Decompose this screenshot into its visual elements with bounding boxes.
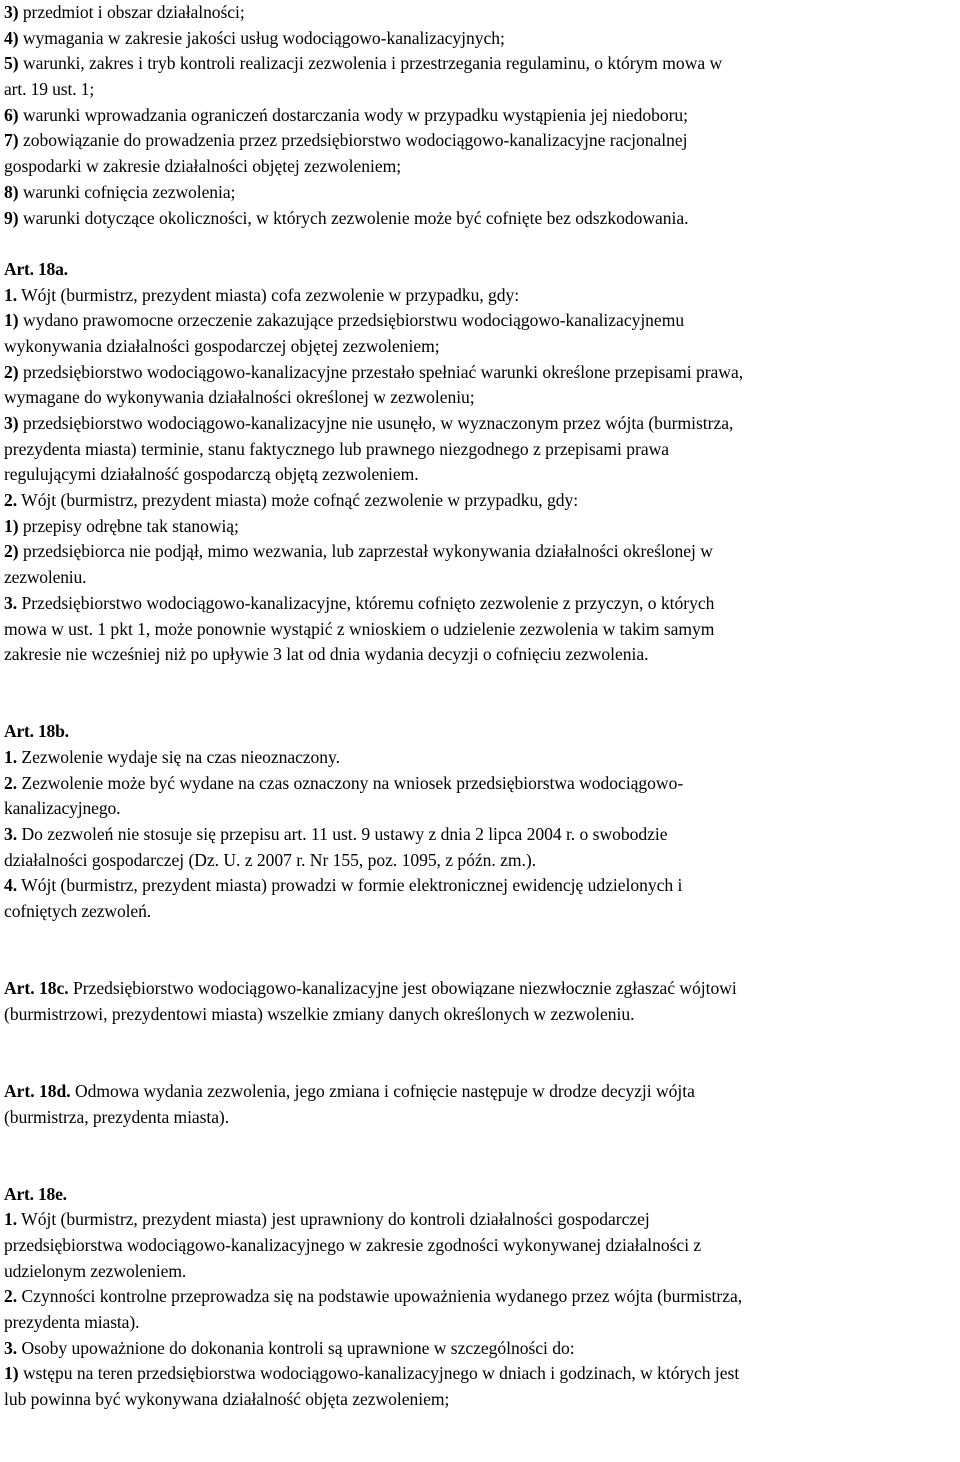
line-text: zezwoleniu. bbox=[4, 567, 87, 588]
text-line bbox=[4, 1387, 956, 1413]
text-line bbox=[4, 51, 956, 77]
blank-line bbox=[4, 1053, 956, 1079]
bold-label: 3) bbox=[4, 2, 19, 22]
line-text: (burmistrzowi, prezydentowi miasta) wszelkie zmiany danych określonych w zezwoleniu. bbox=[4, 1003, 635, 1024]
text-line bbox=[4, 257, 956, 283]
text-line bbox=[4, 334, 956, 360]
bold-label: Art. 18b. bbox=[4, 721, 69, 742]
line-text: wykonywania działalności gospodarczej objętej zezwoleniem; bbox=[4, 335, 440, 356]
text-line bbox=[4, 437, 956, 463]
line-text: wymagania w zakresie jakości usług wodociągowo-kanalizacyjnych; bbox=[18, 27, 505, 48]
text-line bbox=[4, 1079, 956, 1105]
line-text: wymagane do wykonywania działalności określonej w zezwoleniu; bbox=[4, 387, 475, 408]
line-text: Wójt (burmistrz, prezydent miasta) prowadzi w formie elektronicznej ewidencję udzielonych i bbox=[17, 875, 683, 896]
line-text: gospodarki w zakresie działalności objętej zezwoleniem; bbox=[4, 156, 402, 177]
text-line bbox=[4, 488, 956, 514]
line-text: mowa w ust. 1 pkt 1, może ponownie wystąpić z wnioskiem o udzielenie zezwolenia w takim samym bbox=[4, 618, 715, 639]
line-text: Wójt (burmistrz, prezydent miasta) cofa zezwolenie w przypadku, gdy: bbox=[17, 284, 520, 305]
bold-label: 7) bbox=[4, 130, 19, 151]
text-line bbox=[4, 411, 956, 437]
line-text: (burmistrza, prezydenta miasta). bbox=[4, 1106, 230, 1127]
bold-label: 3. bbox=[4, 592, 18, 613]
bold-label: 2. bbox=[4, 772, 18, 793]
bold-label: 3. bbox=[4, 824, 18, 844]
text-line bbox=[4, 385, 956, 411]
line-text: przedmiot i obszar działalności; bbox=[18, 2, 245, 22]
text-line bbox=[4, 899, 956, 925]
line-text: Czynności kontrolne przeprowadza się na podstawie upoważnienia wydanego przez wójta (burmistrza, bbox=[17, 1286, 743, 1307]
text-line bbox=[4, 1002, 956, 1028]
line-text: Wójt (burmistrz, prezydent miasta) jest uprawniony do kontroli działalności gospodarczej bbox=[17, 1209, 650, 1230]
line-text: działalności gospodarczej (Dz. U. z 2007 r. Nr 155, poz. 1095, z późn. zm.). bbox=[4, 849, 537, 870]
document-page bbox=[4, 0, 956, 1413]
bold-label: 9) bbox=[4, 207, 19, 228]
text-line bbox=[4, 976, 956, 1002]
text-line bbox=[4, 873, 956, 899]
bold-label: 4) bbox=[4, 27, 19, 48]
text-line bbox=[4, 1284, 956, 1310]
bold-label: 2) bbox=[4, 541, 19, 562]
bold-label: Art. 18c. bbox=[4, 978, 69, 999]
text-line bbox=[4, 1233, 956, 1259]
bold-label: 1) bbox=[4, 1363, 19, 1384]
line-text: Do zezwoleń nie stosuje się przepisu art. 11 ust. 9 ustawy z dnia 2 lipca 2004 r. o swobodzie bbox=[17, 824, 668, 844]
line-text: Wójt (burmistrz, prezydent miasta) może cofnąć zezwolenie w przypadku, gdy: bbox=[17, 490, 579, 511]
text-line bbox=[4, 1336, 956, 1362]
bold-label: 4. bbox=[4, 875, 18, 896]
text-line bbox=[4, 771, 956, 797]
line-text: prezydenta miasta) terminie, stanu faktycznego lub prawnego niezgodnego z przepisami prawa bbox=[4, 438, 670, 459]
text-line bbox=[4, 822, 956, 848]
line-text: kanalizacyjnego. bbox=[4, 798, 121, 819]
line-text: Osoby upoważnione do dokonania kontroli są uprawnione w szczególności do: bbox=[17, 1337, 575, 1358]
blank-line bbox=[4, 925, 956, 951]
bold-label: 2. bbox=[4, 1286, 18, 1307]
line-text: warunki cofnięcia zezwolenia; bbox=[18, 181, 236, 202]
text-line bbox=[4, 360, 956, 386]
line-text: Odmowa wydania zezwolenia, jego zmiana i cofnięcie następuje w drodze decyzji wójta bbox=[70, 1080, 695, 1101]
text-line bbox=[4, 180, 956, 206]
line-text: art. 19 ust. 1; bbox=[4, 79, 95, 100]
bold-label: 1. bbox=[4, 746, 18, 767]
text-line bbox=[4, 1310, 956, 1336]
line-text: Przedsiębiorstwo wodociągowo-kanalizacyjne, któremu cofnięto zezwolenie z przyczyn, o których bbox=[17, 592, 715, 613]
line-text: przedsiębiorstwo wodociągowo-kanalizacyjne nie usunęło, w wyznaczonym przez wójta (burmistrza, bbox=[18, 413, 734, 433]
text-line bbox=[4, 77, 956, 103]
text-line bbox=[4, 1105, 956, 1131]
line-text: warunki, zakres i tryb kontroli realizacji zezwolenia i przestrzegania regulaminu, o którym mowa w bbox=[18, 53, 723, 74]
bold-label: 1) bbox=[4, 515, 19, 536]
text-line bbox=[4, 308, 956, 334]
bold-label: Art. 18e. bbox=[4, 1183, 67, 1204]
blank-line bbox=[4, 694, 956, 720]
line-text: zobowiązanie do prowadzenia przez przedsiębiorstwo wodociągowo-kanalizacyjne racjonalnej bbox=[18, 130, 688, 151]
bold-label: 1. bbox=[4, 1209, 18, 1230]
bold-label: 1) bbox=[4, 310, 19, 331]
text-line bbox=[4, 206, 956, 232]
line-text: lub powinna być wykonywana działalność objęta zezwoleniem; bbox=[4, 1389, 450, 1410]
blank-line bbox=[4, 950, 956, 976]
text-line bbox=[4, 128, 956, 154]
line-text: warunki wprowadzania ograniczeń dostarczania wody w przypadku wystąpienia jej niedoboru; bbox=[18, 104, 689, 125]
text-line bbox=[4, 514, 956, 540]
bold-label: 6) bbox=[4, 104, 19, 125]
blank-line bbox=[4, 1130, 956, 1156]
line-text: przepisy odrębne tak stanowią; bbox=[18, 515, 239, 536]
bold-label: 3) bbox=[4, 413, 19, 433]
text-line bbox=[4, 745, 956, 771]
text-line bbox=[4, 1259, 956, 1285]
bold-label: 1. bbox=[4, 284, 18, 305]
line-text: cofniętych zezwoleń. bbox=[4, 901, 152, 922]
line-text: zakresie nie wcześniej niż po upływie 3 lat od dnia wydania decyzji o cofnięciu zezwolenia. bbox=[4, 644, 649, 665]
text-line bbox=[4, 462, 956, 488]
blank-line bbox=[4, 1156, 956, 1182]
text-line bbox=[4, 591, 956, 617]
text-line bbox=[4, 1207, 956, 1233]
line-text: wydano prawomocne orzeczenie zakazujące przedsiębiorstwu wodociągowo-kanalizacyjnemu bbox=[18, 310, 685, 331]
text-line bbox=[4, 103, 956, 129]
text-line bbox=[4, 565, 956, 591]
line-text: przedsiębiorca nie podjął, mimo wezwania, lub zaprzestał wykonywania działalności określonej w bbox=[18, 541, 713, 562]
text-line bbox=[4, 283, 956, 309]
text-line bbox=[4, 642, 956, 668]
text-line bbox=[4, 539, 956, 565]
text-line bbox=[4, 848, 956, 874]
bold-label: Art. 18d. bbox=[4, 1080, 71, 1101]
blank-line bbox=[4, 1028, 956, 1054]
line-text: wstępu na teren przedsiębiorstwa wodociągowo-kanalizacyjnego w dniach i godzinach, w których jest bbox=[18, 1363, 740, 1384]
text-line bbox=[4, 617, 956, 643]
text-line bbox=[4, 1182, 956, 1208]
text-line bbox=[4, 26, 956, 52]
bold-label: 3. bbox=[4, 1337, 18, 1358]
line-text: warunki dotyczące okoliczności, w których zezwolenie może być cofnięte bez odszkodowania. bbox=[18, 207, 689, 228]
line-text: regulującymi działalność gospodarczą objętą zezwoleniem. bbox=[4, 464, 419, 485]
bold-label: 8) bbox=[4, 181, 19, 202]
line-text: przedsiębiorstwo wodociągowo-kanalizacyjne przestało spełniać warunki określone przepisami prawa, bbox=[18, 361, 744, 382]
text-line bbox=[4, 719, 956, 745]
line-text: prezydenta miasta). bbox=[4, 1312, 140, 1333]
line-text: udzielonym zezwoleniem. bbox=[4, 1260, 187, 1281]
text-line bbox=[4, 0, 956, 26]
line-text: Zezwolenie wydaje się na czas nieoznaczony. bbox=[17, 746, 340, 767]
line-text: przedsiębiorstwa wodociągowo-kanalizacyjnego w zakresie zgodności wykonywanej działalności z bbox=[4, 1235, 702, 1255]
line-text: Zezwolenie może być wydane na czas oznaczony na wniosek przedsiębiorstwa wodociągowo- bbox=[17, 772, 684, 793]
bold-label: 2. bbox=[4, 490, 18, 511]
blank-line bbox=[4, 668, 956, 694]
bold-label: Art. 18a. bbox=[4, 258, 68, 279]
line-text: Przedsiębiorstwo wodociągowo-kanalizacyjne jest obowiązane niezwłocznie zgłaszać wójtowi bbox=[68, 978, 737, 999]
text-line bbox=[4, 1361, 956, 1387]
text-line bbox=[4, 796, 956, 822]
text-line bbox=[4, 154, 956, 180]
blank-line bbox=[4, 231, 956, 257]
bold-label: 2) bbox=[4, 361, 19, 382]
bold-label: 5) bbox=[4, 53, 19, 74]
